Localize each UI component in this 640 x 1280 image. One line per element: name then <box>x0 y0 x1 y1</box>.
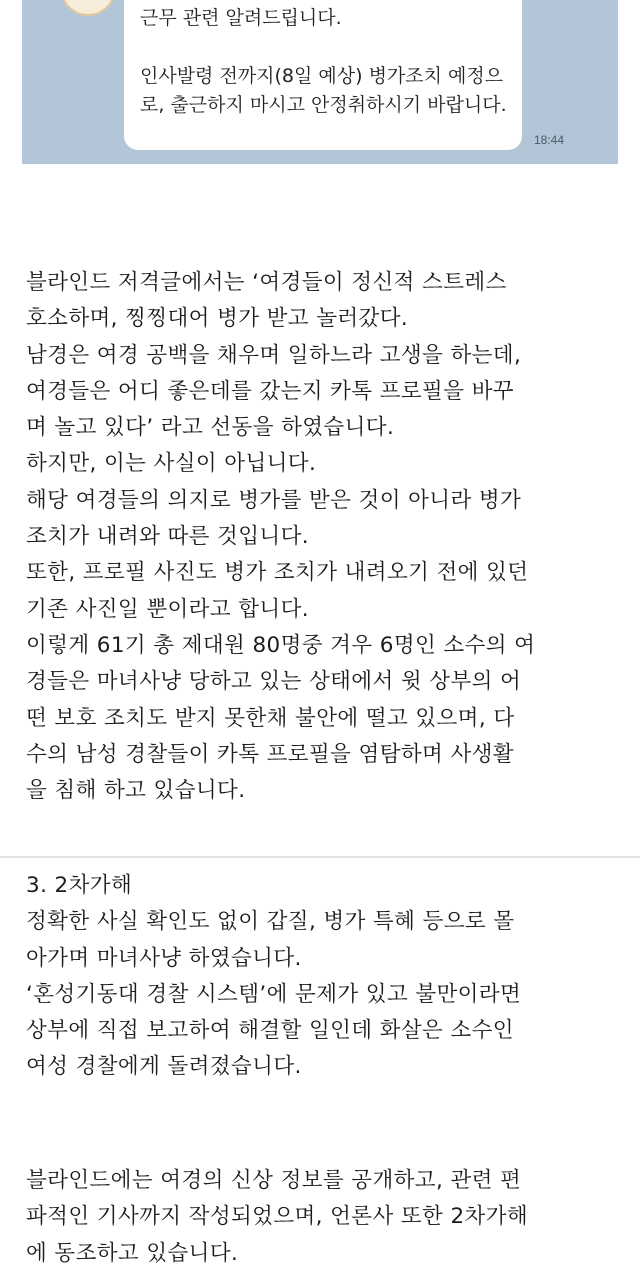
text-line: 남경은 여경 공백을 채우며 일하느라 고생을 하는데, <box>26 342 522 368</box>
text-line: ‘혼성기동대 경찰 시스템’에 문제가 있고 불만이라면 <box>26 981 522 1007</box>
text-line: 파적인 기사까지 작성되었으며, 언론사 또한 2차가해 <box>26 1204 529 1230</box>
text-line: 떤 보호 조치도 받지 못한채 불안에 떨고 있으며, 다 <box>26 705 515 731</box>
text-line: 여경들은 어디 좋은데를 갔는지 카톡 프로필을 바꾸 <box>26 378 514 404</box>
text-line: 또한, 프로필 사진도 병가 조치가 내려오기 전에 있던 <box>26 560 529 586</box>
avatar <box>60 0 116 16</box>
section-heading: 3. 2차가해 <box>26 873 133 898</box>
chat-timestamp: 18:44 <box>534 133 565 147</box>
text-line: 블라인드 저격글에서는 ‘여경들이 정신적 스트레스 <box>26 270 507 295</box>
chat-screenshot-panel <box>22 0 618 164</box>
text-line: 블라인드에는 여경의 신상 정보를 공개하고, 관련 편 <box>26 1168 522 1193</box>
text-line: 정확한 사실 확인도 없이 갑질, 병가 특혜 등으로 몰 <box>26 909 515 935</box>
text-line: 에 동조하고 있습니다. <box>26 1240 239 1266</box>
text-line: 하지만, 이는 사실이 아닙니다. <box>26 451 317 477</box>
text-line: 수의 남성 경찰들이 카톡 프로필을 염탐하며 사생활 <box>26 741 514 767</box>
text-line: 해당 여경들의 의지로 병가를 받은 것이 아니라 병가 <box>26 487 522 513</box>
chat-message-line: 인사발령 전까지(8일 예상) 병가조치 예정으로, 출근하지 마시고 안정취하시기 바랍니다. <box>140 65 507 116</box>
body-paragraph-media <box>26 1163 626 1272</box>
text-line: 상부에 직접 보고하여 해결할 일인데 화살은 소수인 <box>26 1018 514 1044</box>
text-line: 며 놀고 있다’ 라고 선동을 하였습니다. <box>26 415 395 441</box>
chat-message-line: 근무 관련 알려드립니다. <box>140 7 342 29</box>
body-paragraph-secondary-harm <box>26 868 626 1086</box>
chat-message <box>140 4 510 120</box>
text-line: 조치가 내려와 따른 것입니다. <box>26 524 309 550</box>
text-line: 을 침해 하고 있습니다. <box>26 778 246 804</box>
text-line: 경들은 마녀사냥 당하고 있는 상태에서 윗 상부의 어 <box>26 669 522 695</box>
text-line: 아가며 마녀사냥 하였습니다. <box>26 945 302 971</box>
text-line: 여성 경찰에게 돌려졌습니다. <box>26 1054 302 1080</box>
text-line: 호소하며, 찡찡대어 병가 받고 놀러갔다. <box>26 306 409 332</box>
text-line: 이렇게 61기 총 제대원 80명중 겨우 6명인 소수의 여 <box>26 632 536 658</box>
chat-bubble <box>124 0 522 150</box>
section-divider <box>0 856 640 858</box>
text-line: 기존 사진일 뿐이라고 합니다. <box>26 596 309 622</box>
body-paragraph-blind-post <box>26 265 626 809</box>
